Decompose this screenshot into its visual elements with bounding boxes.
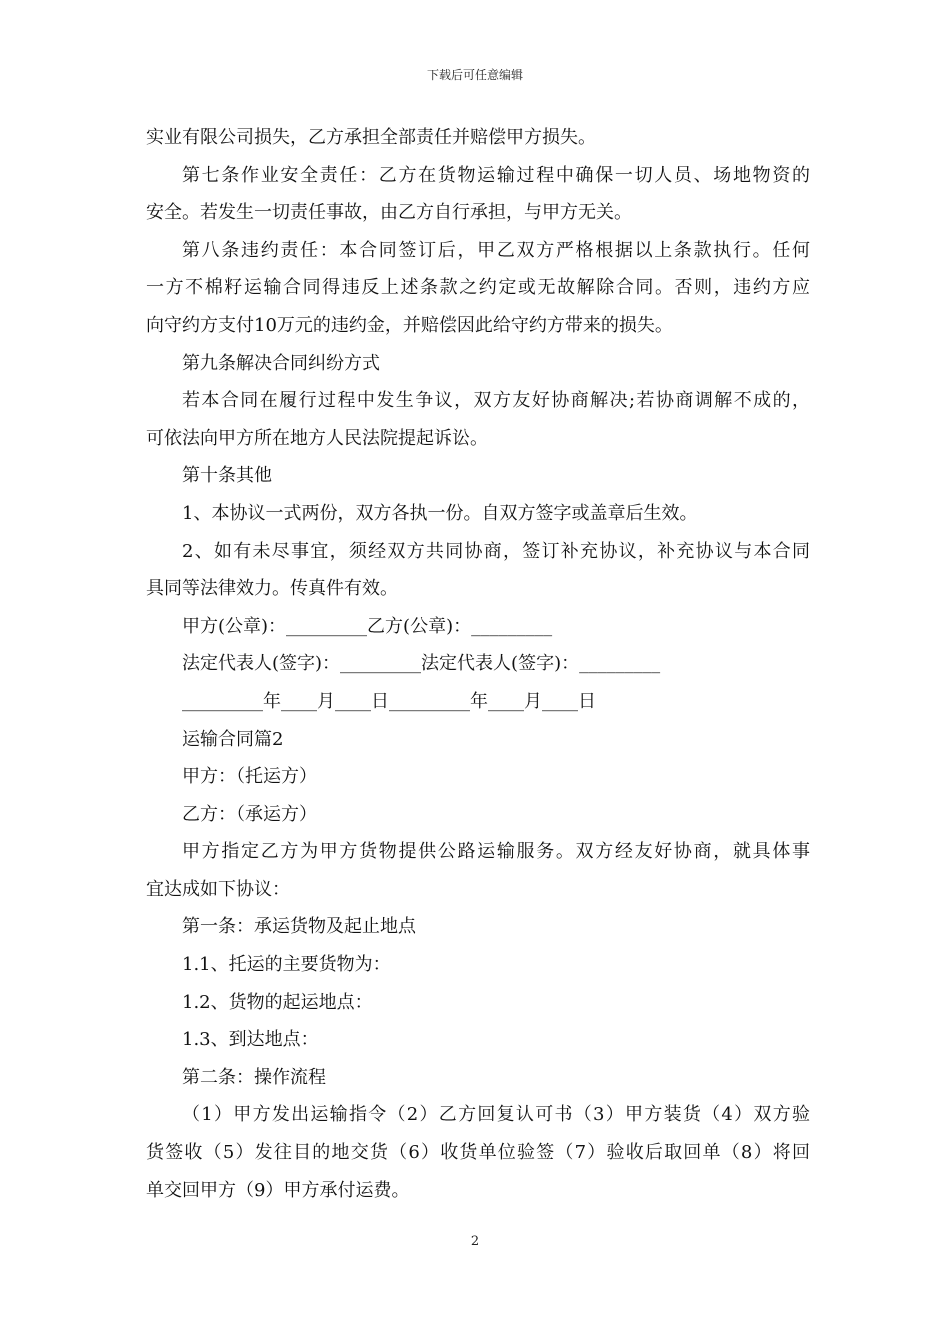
text-line: 1.2、货物的起运地点： (182, 991, 373, 1013)
section-heading: 运输合同篇2 (182, 728, 284, 750)
text-line: 1.3、到达地点： (182, 1029, 319, 1051)
text-line: 2、如有未尽事宜，须经双方共同协商，签订补充协议，补充协议与本合同 (182, 540, 810, 562)
text-line: 单交回甲方（9）甲方承付运费。 (146, 1179, 410, 1201)
section-heading: 第十条其他 (182, 465, 272, 487)
page-number: 2 (470, 1234, 480, 1249)
text-line: 实业有限公司损失，乙方承担全部责任并赔偿甲方损失。 (146, 127, 596, 148)
text-line: 具同等法律效力。传真件有效。 (146, 578, 398, 600)
text-line: 第七条作业安全责任：乙方在货物运输过程中确保一切人员、场地物资的 (182, 164, 810, 186)
text-line: 甲方指定乙方为甲方货物提供公路运输服务。双方经友好协商，就具体事 (182, 841, 810, 863)
section-heading: 第九条解决合同纠纷方式 (182, 352, 380, 374)
signature-line: 甲方(公章)：_________乙方(公章)：_________ (182, 615, 553, 637)
text-line: 货签收（5）发往目的地交货（6）收货单位验签（7）验收后取回单（8）将回 (146, 1142, 810, 1164)
party-line: 乙方：（承运方） (182, 803, 317, 825)
date-line: _________年____月____日_________年____月____日 (182, 690, 596, 712)
section-heading: 第二条：操作流程 (182, 1066, 326, 1088)
party-line: 甲方：（托运方） (182, 766, 317, 788)
page-header: 下载后可任意编辑 (426, 68, 523, 82)
text-line: 向守约方支付10万元的违约金，并赔偿因此给守约方带来的损失。 (146, 314, 673, 336)
text-line: （1）甲方发出运输指令（2）乙方回复认可书（3）甲方装货（4）双方验 (182, 1104, 810, 1126)
text-line: 宜达成如下协议： (146, 878, 290, 900)
signature-line: 法定代表人(签字)：_________法定代表人(签字)：_________ (182, 653, 661, 675)
text-line: 若本合同在履行过程中发生争议，双方友好协商解决;若协商调解不成的， (182, 390, 810, 412)
text-line: 1.1、托运的主要货物为： (182, 954, 391, 976)
text-line: 安全。若发生一切责任事故，由乙方自行承担，与甲方无关。 (146, 202, 632, 224)
text-line: 一方不棉籽运输合同得违反上述条款之约定或无故解除合同。否则，违约方应 (146, 277, 810, 299)
section-heading: 第一条：承运货物及起止地点 (182, 916, 416, 938)
text-line: 1、本协议一式两份，双方各执一份。自双方签字或盖章后生效。 (182, 502, 698, 524)
text-line: 可依法向甲方所在地方人民法院提起诉讼。 (146, 427, 488, 449)
document-body (146, 119, 810, 1209)
text-line: 第八条违约责任：本合同签订后，甲乙双方严格根据以上条款执行。任何 (182, 239, 810, 261)
